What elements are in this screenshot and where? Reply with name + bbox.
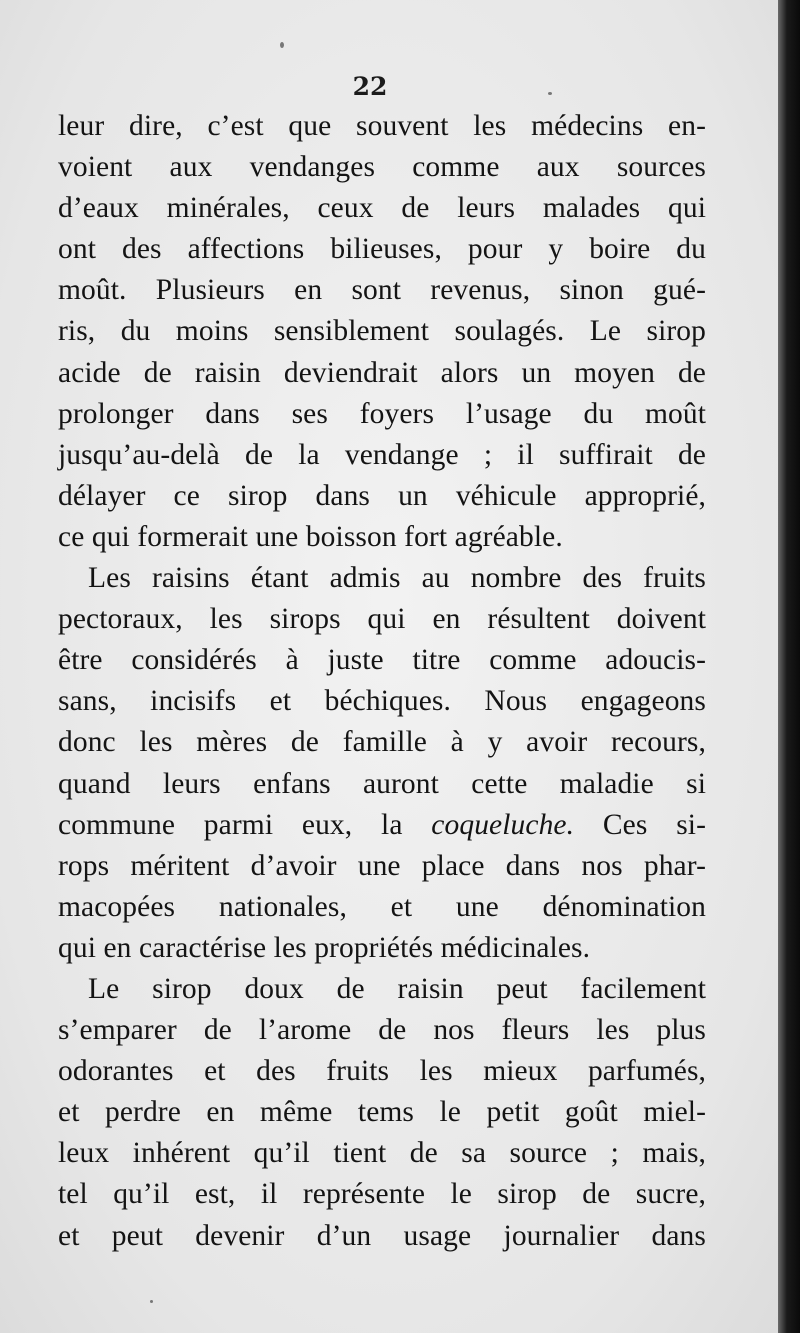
- text-line: être considérés à juste titre comme adoucis-: [58, 644, 706, 677]
- page-text: [58, 106, 706, 1257]
- text-line: tel qu’il est, il représente le sirop de sucre,: [58, 1178, 706, 1211]
- text-line: leux inhérent qu’il tient de sa source ; mais,: [58, 1137, 706, 1170]
- text-line: d’eaux minérales, ceux de leurs malades qui: [58, 192, 706, 225]
- text-line: leur dire, c’est que souvent les médecins en-: [58, 110, 706, 142]
- book-edge-shadow: [778, 0, 800, 1333]
- text-line: donc les mères de famille à y avoir recours,: [58, 726, 706, 759]
- page-number: 22: [352, 72, 388, 101]
- text-line: jusqu’au-delà de la vendange ; il suffirait de: [58, 438, 706, 471]
- text-line: pectoraux, les sirops qui en résultent doivent: [58, 603, 706, 636]
- text-line: et peut devenir d’un usage journalier dans: [58, 1219, 706, 1252]
- text-line: et perdre en même tems le petit goût miel-: [58, 1096, 706, 1129]
- text-segment: commune parmi eux, la: [58, 808, 403, 841]
- text-line: macopées nationales, et une dénomination: [58, 890, 706, 923]
- text-line-mixed: [58, 805, 706, 846]
- text-line: moût. Plusieurs en sont revenus, sinon gué-: [58, 274, 706, 307]
- text-line: prolonger dans ses foyers l’usage du moût: [58, 397, 706, 430]
- text-line: quand leurs enfans auront cette maladie si: [58, 767, 706, 800]
- text-line: odorantes et des fruits les mieux parfumés,: [58, 1055, 706, 1088]
- text-line: rops méritent d’avoir une place dans nos phar-: [58, 849, 706, 882]
- text-line: Le sirop doux de raisin peut facilement: [88, 972, 706, 1005]
- text-line: s’emparer de l’arome de nos fleurs les plus: [58, 1014, 706, 1047]
- text-line: voient aux vendanges comme aux sources: [58, 151, 706, 184]
- italic-term: coqueluche.: [431, 808, 575, 841]
- text-line: acide de raisin deviendrait alors un moyen de: [58, 356, 706, 389]
- paper-speck: [548, 92, 552, 95]
- text-line: ce qui formerait une boisson fort agréable.: [58, 520, 563, 553]
- paper-speck: [150, 1300, 153, 1303]
- text-line: sans, incisifs et béchiques. Nous engageons: [58, 685, 706, 718]
- text-line: Les raisins étant admis au nombre des fruits: [88, 562, 706, 595]
- text-line: qui en caractérise les propriétés médicinales.: [58, 931, 591, 964]
- text-line: ris, du moins sensiblement soulagés. Le sirop: [58, 315, 706, 348]
- text-segment: Ces si-: [602, 808, 706, 841]
- text-line: ont des affections bilieuses, pour y boire du: [58, 233, 706, 266]
- text-line: délayer ce sirop dans un véhicule approprié,: [58, 479, 706, 512]
- paper-speck: [280, 42, 284, 48]
